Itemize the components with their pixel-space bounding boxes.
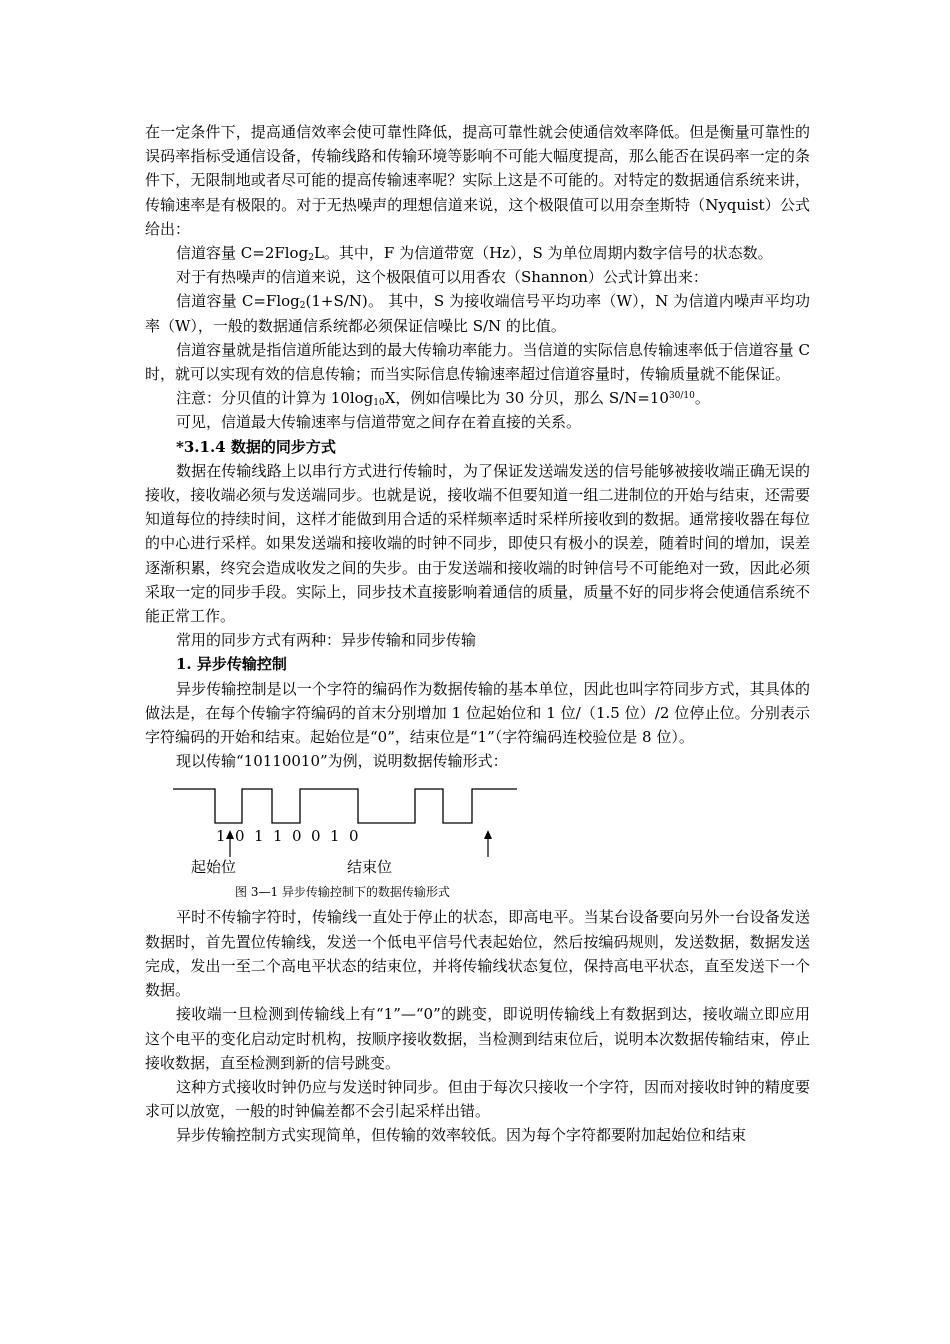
paragraph-5: 信道容量就是指信道所能达到的最大传输功率能力。当信道的实际信息传输速率低于信道容量 C 时，就可以实现有效的信息传输；而当实际信息传输速率超过信道容量时，传输质量就不能保证。 (145, 340, 810, 384)
subsection-heading: 1. 异步传输控制 (176, 655, 287, 674)
bit-sequence (216, 827, 368, 845)
bit: 1 (273, 827, 283, 846)
async-waveform-figure (145, 777, 810, 905)
signal-waveform (173, 789, 517, 823)
paragraph-7: 可见，信道最大传输速率与信道带宽之间存在着直接的关系。 (176, 413, 582, 432)
bit: 0 (235, 827, 245, 846)
paragraph-nyquist: 信道容量 C=2Flog$_2$L。其中，F 为信道带宽（Hz），S 为单位周期内数字信号的状态数。 (176, 244, 773, 264)
bit: 0 (292, 827, 302, 846)
start-bit-label: 起始位 (191, 858, 237, 877)
bit: 0 (349, 827, 359, 846)
figure-caption: 图 3—1 异步传输控制下的数据传输形式 (235, 885, 450, 900)
paragraph-15: 异步传输控制方式实现简单，但传输的效率较低。因为每个字符都要附加起始位和结束 (176, 1126, 747, 1145)
document-page (145, 120, 810, 1148)
end-arrow-head (484, 830, 492, 839)
bit: 1 (254, 827, 264, 846)
paragraph-1: 在一定条件下，提高通信效率会使可靠性降低，提高可靠性就会使通信效率降低。但是衡量可靠性的误码率指标受通信设备，传输线路和传输环境等影响不可能大幅度提高，那么能否在误码率一定的条件下，无限制地或者尽可能的提高传输速率呢？实际上这是不可能的。对特定的数据通信系统来讲，传输速率是有极限的。对于无热噪声的理想信道来说，这个极限值可以用奈奎斯特（Nyquist）公式给出： (145, 123, 810, 238)
paragraph-9: 常用的同步方式有两种：异步传输和同步传输 (176, 631, 477, 650)
bit: 1 (330, 827, 340, 846)
bit: 1 (216, 827, 226, 846)
paragraph-8: 数据在传输线路上以串行方式进行传输时，为了保证发送端发送的信号能够被接收端正确无误的接收，接收端必须与发送端同步。也就是说，接收端不但要知道一组二进制位的开始与结束，还需要知道每位的持续时间，这样才能做到用合适的采样频率适时采样所接收到的数据。通常接收器在每位的中心进行采样。如果发送端和接收端的时钟不同步，即使只有极小的误差，随着时间的增加，误差逐渐积累，终究会造成收发之间的失步。由于发送端和接收端的时钟信号不可能绝对一致，因此必须采取一定的同步手段。实际上，同步技术直接影响着通信的质量，质量不好的同步将会使通信系统不能正常工作。 (145, 461, 810, 626)
section-heading: *3.1.4 数据的同步方式 (176, 437, 336, 456)
paragraph-14: 这种方式接收时钟仍应与发送时钟同步。但由于每次只接收一个字符，因而对接收时钟的精度要求可以放宽，一般的时钟偏差都不会引起采样出错。 (145, 1077, 810, 1121)
paragraph-3: 对于有热噪声的信道来说，这个极限值可以用香农（Shannon）公式计算出来： (176, 268, 708, 287)
paragraph-11: 现以传输“10110010”为例，说明数据传输形式： (176, 752, 508, 771)
paragraph-shannon: 信道容量 C=Flog$_2$(1+S/N)。 其中，S 为接收端信号平均功率（W），N 为信道内噪声平均功率（W），一般的数据通信系统都必须保证信噪比 S/N 的比值。 (145, 292, 810, 335)
paragraph-10: 异步传输控制是以一个字符的编码作为数据传输的基本单位，因此也叫字符同步方式，其具体的做法是，在每个传输字符编码的首末分别增加 1 位起始位和 1 位/（1.5 位）/2 位停止位。分别表示字符编码的开始和结束。起始位是“0”，结束位是“1”（字符编码连校验位是 8 位）。 (145, 679, 810, 747)
bit: 0 (311, 827, 321, 846)
paragraph-note: 注意：分贝值的计算为 $10\log_{10}X$，例如信噪比为 30 分贝，那么 $S/N=10^{30/10}$。 (176, 389, 710, 409)
paragraph-13: 接收端一旦检测到传输线上有“1”—“0”的跳变，即说明传输线上有数据到达，接收端立即应用这个电平的变化启动定时机构，按顺序接收数据，当检测到结束位后，说明本次数据传输结束，停止接收数据，直至检测到新的信号跳变。 (145, 1005, 810, 1072)
paragraph-12: 平时不传输字符时，传输线一直处于停止的状态，即高电平。当某台设备要向另外一台设备发送数据时，首先置位传输线，发送一个低电平信号代表起始位，然后按编码规则，发送数据，数据发送完成，发出一至二个高电平状态的结束位，并将传输线状态复位，保持高电平状态，直至发送下一个数据。 (145, 908, 810, 1000)
end-bit-label: 结束位 (347, 858, 393, 877)
